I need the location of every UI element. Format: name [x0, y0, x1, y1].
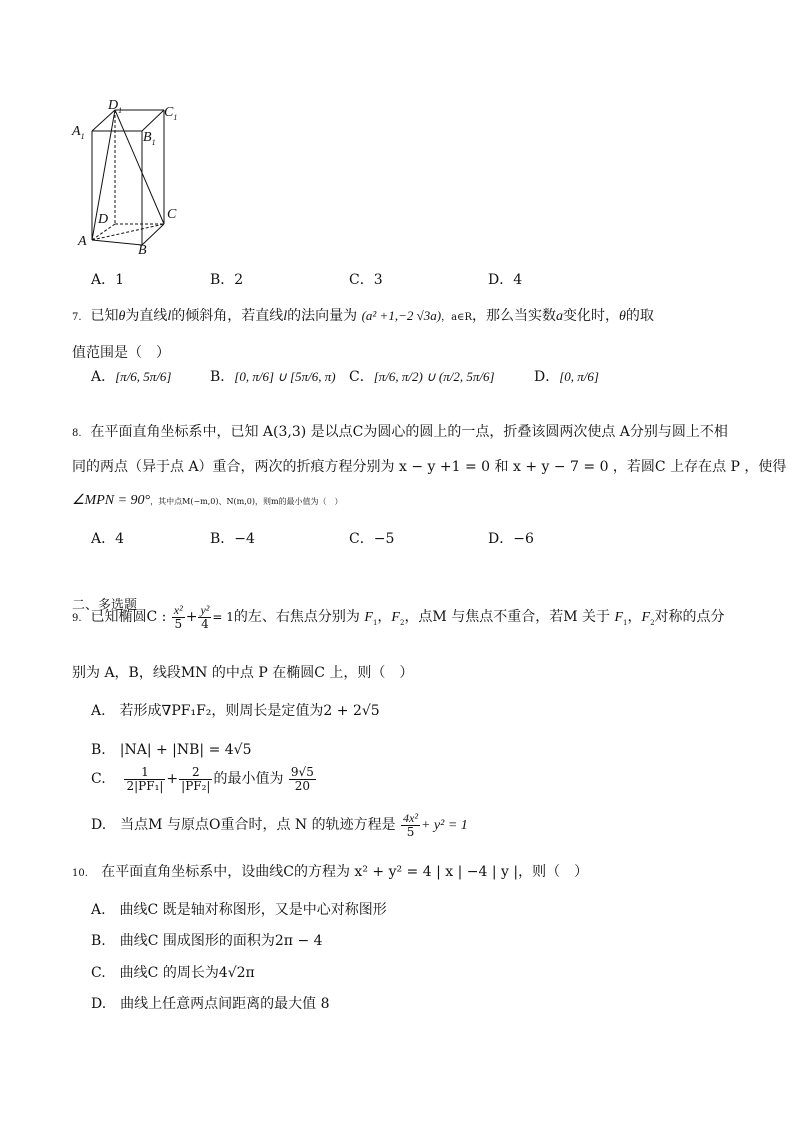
q10-option-c[interactable]: C. 曲线C 的周长为4√2π	[91, 965, 255, 981]
q7-stem-line2: 值范围是（ ）	[72, 345, 170, 361]
q9-option-c[interactable]: C. $\frac{1}{\text{2|PF₁|}}$ + $\frac{2}{\text{|PF₂|}}$ 的最小值为 $\frac{9√5}{20}$	[91, 765, 314, 793]
q6-option-d[interactable]: D．4	[488, 272, 523, 288]
q6-option-a[interactable]: A．1	[91, 272, 125, 288]
label-C1: $C_1$	[164, 105, 178, 122]
q10-option-d[interactable]: D. 曲线上任意两点间距离的最大值 8	[91, 996, 330, 1012]
prism-figure	[68, 94, 198, 264]
q8-stem-line2: 同的两点（异于点 A）重合，两次的折痕方程分别为 x − y +1 = 0 和 x + y − 7 = 0 ，若圆C 上存在点 P ，使得	[72, 459, 787, 475]
q7-option-c[interactable]: C．[π/6, π/2) ∪ (π/2, 5π/6]	[349, 369, 495, 385]
label-A: A	[78, 234, 87, 249]
q8-option-c[interactable]: C．−5	[349, 531, 395, 547]
q9-option-d[interactable]: D. 当点M 与原点O重合时，点 N 的轨迹方程是 $\frac{\text{4x²}}{5}$ + y² = 1	[91, 811, 468, 839]
q10-option-b[interactable]: B. 曲线C 围成图形的面积为2π − 4	[91, 933, 323, 949]
label-D1: $D_1$	[108, 98, 123, 115]
q8-option-d[interactable]: D．−6	[488, 531, 534, 547]
label-A1: $A_1$	[72, 124, 85, 141]
label-D: D	[98, 212, 109, 227]
q7-option-b[interactable]: B．[0, π/6] ∪ [5π/6, π)	[210, 369, 336, 385]
label-B1: $B_1$	[143, 130, 156, 147]
q8-stem-line1: 8. 在平面直角坐标系中，已知 A(3,3) 是以点C为圆心的圆上的一点，折叠该圆两次使点 A分别与圆上不相	[72, 424, 728, 440]
q10-option-a[interactable]: A. 曲线C 既是轴对称图形，又是中心对称图形	[91, 902, 387, 918]
q7-option-d[interactable]: D．[0, π/6]	[534, 369, 599, 385]
q8-number: 8.	[72, 428, 82, 439]
q9-ellipse-x-term: $\frac{\text{x²}}{5}$	[173, 603, 183, 631]
label-B: B	[138, 243, 147, 258]
q9-stem-line1: 9. 已知椭圆C : $\frac{\text{x²}}{5}$ + $\frac{\text{y²}}{4}$ = 1的左、右焦点分别为 $F_1$，$F_2$，点M 与焦点不重合，若M 关于 $F_1$，$F_2$对称的点分	[72, 603, 725, 631]
q6-option-b[interactable]: B．2	[210, 272, 244, 288]
label-C: C	[167, 207, 177, 222]
q7-normal-vector: (a² +1,−2 √3a)	[361, 308, 442, 323]
q7-stem: 7. 已知θ为直线l的倾斜角，若直线l的法向量为 (a² +1,−2 √3a)，a∈R，那么当实数a变化时，θ的取	[72, 308, 654, 324]
q9-stem-line2: 别为 A，B，线段MN 的中点 P 在椭圆C 上，则（ ）	[72, 665, 414, 681]
q9-option-a[interactable]: A. 若形成∇PF₁F₂，则周长是定值为2 + 2√5	[91, 703, 380, 719]
section-heading-multi-choice: 二、多选题	[72, 598, 138, 613]
q8-option-b[interactable]: B．−4	[210, 531, 255, 547]
q9-ellipse-y-term: $\frac{\text{y²}}{4}$	[200, 603, 210, 631]
q6-option-c[interactable]: C．3	[349, 272, 383, 288]
q9-number: 9.	[72, 613, 82, 625]
q8-option-a[interactable]: A．4	[91, 531, 125, 547]
q8-stem-line3: ∠MPN = 90°，其中点M(−m,0)、N(m,0)，则m的最小值为（ ）	[72, 493, 343, 508]
q9-option-b[interactable]: B. |NA| + |NB| = 4√5	[91, 742, 252, 758]
q7-option-a[interactable]: A．[π/6, 5π/6]	[91, 369, 172, 385]
q7-number: 7.	[72, 312, 82, 323]
q10-stem: 10. 在平面直角坐标系中，设曲线C的方程为 x² + y² = 4 | x | −4 | y |，则（ ）	[72, 864, 589, 880]
q10-number: 10.	[72, 868, 88, 879]
